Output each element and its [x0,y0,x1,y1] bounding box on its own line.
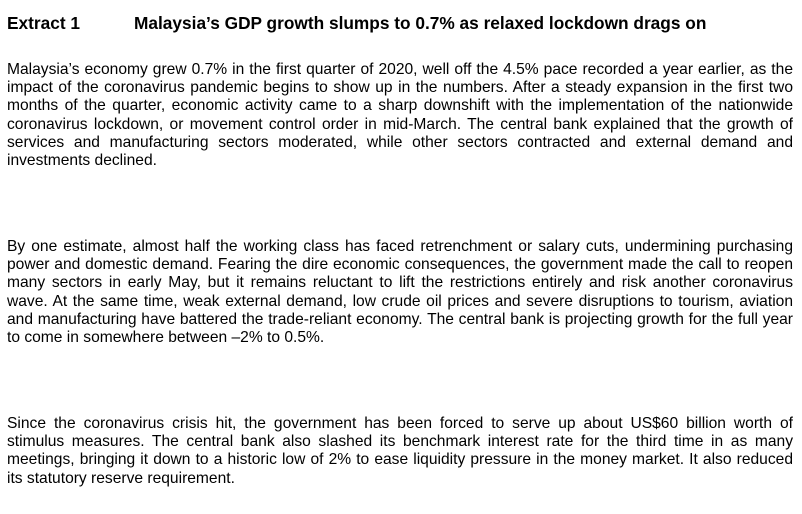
paragraph-3: Since the coronavirus crisis hit, the government has been forced to serve up about US$60 billion worth of stimulus measures. The central bank also slashed its benchmark interest rate for the third time in as many meetings, bringing it down to a historic low of 2% to ease liquidity pressure in the money market. It also reduced its statutory reserve requirement. [7,415,793,487]
paragraph-1: Malaysia’s economy grew 0.7% in the first quarter of 2020, well off the 4.5% pace recorded a year earlier, as the impact of the coronavirus pandemic begins to show up in the numbers. After a steady expansion in the first two months of the quarter, economic activity came to a sharp downshift with the implementation of the nationwide coronavirus lockdown, or movement control order in mid-March. The central bank explained that the growth of services and manufacturing sectors moderated, while other sectors contracted and external demand and investments declined. [7,61,793,170]
extract-label: Extract 1 [7,13,81,33]
extract-title: Malaysia’s GDP growth slumps to 0.7% as relaxed lockdown drags on [134,13,707,33]
paragraph-2: By one estimate, almost half the working class has faced retrenchment or salary cuts, undermining purchasing power and domestic demand. Fearing the dire economic consequences, the government made the call to reopen many sectors in early May, but it remains reluctant to lift the restrictions entirely and risk another coronavirus wave. At the same time, weak external demand, low crude oil prices and severe disruptions to tourism, aviation and manufacturing have battered the trade-reliant economy. The central bank is projecting growth for the full year to come in somewhere between –2% to 0.5%. [7,238,793,347]
